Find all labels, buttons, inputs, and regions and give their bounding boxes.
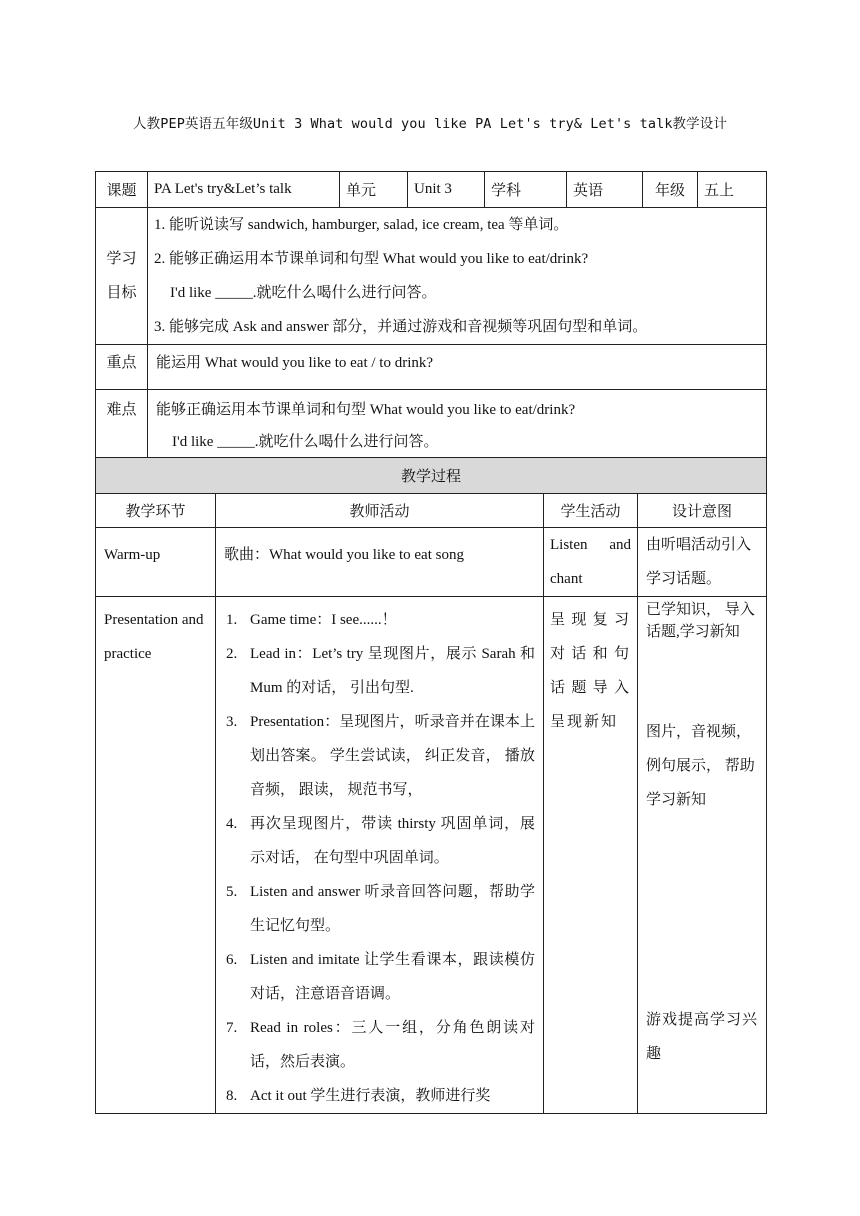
warmup-stage: Warm-up — [96, 528, 216, 597]
info-row-subject — [96, 172, 767, 208]
list-item — [224, 1079, 535, 1113]
goal-item: 2. 能够正确运用本节课单词和句型 What would you like to eat/drink? — [154, 251, 589, 267]
unit-label: 单元 — [340, 172, 408, 208]
step-number: 2. — [226, 646, 238, 662]
step-text: Lead in：Let’s try 呈现图片，展示 Sarah 和 Mum 的对话， 引出句型. — [250, 646, 535, 696]
process-title: 教学过程 — [96, 458, 767, 494]
goals-label — [96, 208, 148, 345]
subject-value: PA Let's try&Let’s talk — [148, 172, 340, 208]
key-label: 重点 — [96, 345, 148, 390]
list-item — [224, 637, 535, 705]
goals-content — [148, 208, 767, 345]
step-text: Act it out 学生进行表演，教师进行奖 — [250, 1088, 491, 1104]
presentation-row — [96, 597, 767, 1114]
list-item — [224, 943, 535, 1011]
list-item — [224, 705, 535, 807]
process-header-row — [96, 494, 767, 528]
step-number: 4. — [226, 816, 238, 832]
step-text: 再次呈现图片，带读 thirsty 巩固单词，展示对话， 在句型中巩固单词。 — [250, 816, 535, 866]
subject-label: 课题 — [96, 172, 148, 208]
document-title: 人教PEP英语五年级Unit 3 What would you like PA Let's try& Let's talk教学设计 — [133, 116, 727, 132]
step-number: 5. — [226, 884, 238, 900]
key-value: 能运用 What would you like to eat / to drink? — [148, 345, 767, 390]
unit-value: Unit 3 — [408, 172, 485, 208]
step-number: 3. — [226, 714, 238, 730]
presentation-teacher — [216, 597, 544, 1114]
difficulty-label: 难点 — [96, 390, 148, 463]
intent-note-2: 图片，音视频，例句展示， 帮助学习新知 — [646, 724, 755, 808]
step-text: Presentation：呈现图片，听录音并在课本上划出答案。 学生尝试读， 纠正发音， 播放音频， 跟读， 规范书写， — [250, 714, 535, 798]
warmup-row — [96, 528, 767, 597]
presentation-student: 呈现复习对话和句话题导入呈现新知 — [544, 597, 638, 1114]
lesson-info-table — [95, 171, 767, 463]
difficulty-line: 能够正确运用本节课单词和句型 What would you like to eat/drink? — [156, 402, 576, 418]
header-stage: 教学环节 — [96, 494, 216, 528]
grade-label: 年级 — [643, 172, 698, 208]
goals-label-line-2: 目标 — [106, 285, 137, 301]
step-number: 7. — [226, 1020, 238, 1036]
presentation-intent — [638, 597, 767, 1114]
presentation-stage: Presentation and practice — [96, 597, 216, 1114]
step-number: 1. — [226, 612, 238, 628]
warmup-student: Listen and chant — [544, 528, 638, 597]
header-intent: 设计意图 — [638, 494, 767, 528]
info-row-difficulty — [96, 390, 767, 463]
teaching-process-table — [95, 457, 767, 1114]
step-text: Read in roles：三人一组，分角色朗读对话，然后表演。 — [250, 1020, 535, 1070]
header-student: 学生活动 — [544, 494, 638, 528]
info-row-goals — [96, 208, 767, 345]
step-text: Game time：I see......！ — [250, 612, 397, 628]
teacher-steps-list — [216, 597, 543, 1113]
header-teacher: 教师活动 — [216, 494, 544, 528]
info-row-key-point — [96, 345, 767, 390]
difficulty-content — [148, 390, 767, 463]
list-item — [224, 875, 535, 943]
goal-item: I'd like _____.就吃什么喝什么进行问答。 — [170, 285, 437, 301]
course-label: 学科 — [485, 172, 567, 208]
course-value: 英语 — [567, 172, 643, 208]
step-text: Listen and answer 听录音回答问题，帮助学生记忆句型。 — [250, 884, 535, 934]
list-item — [224, 603, 535, 637]
step-number: 8. — [226, 1088, 238, 1104]
goals-label-line-1: 学习 — [106, 251, 137, 267]
goal-item: 1. 能听说读写 sandwich, hamburger, salad, ice cream, tea 等单词。 — [154, 217, 569, 233]
warmup-intent: 由听唱活动引入学习话题。 — [638, 528, 767, 597]
warmup-teacher: 歌曲：What would you like to eat song — [216, 528, 544, 597]
difficulty-line: I'd like _____.就吃什么喝什么进行问答。 — [172, 434, 439, 450]
step-text: Listen and imitate 让学生看课本，跟读模仿对话，注意语音语调。 — [250, 952, 535, 1002]
step-number: 6. — [226, 952, 238, 968]
list-item — [224, 807, 535, 875]
goal-item: 3. 能够完成 Ask and answer 部分，并通过游戏和音视频等巩固句型和单词。 — [154, 319, 648, 335]
process-banner-row — [96, 458, 767, 494]
grade-value: 五上 — [698, 172, 767, 208]
list-item — [224, 1011, 535, 1079]
intent-note-3: 游戏提高学习兴趣 — [646, 1012, 759, 1062]
intent-note-1: 已学知识， 导入话题,学习新知 — [646, 602, 755, 640]
